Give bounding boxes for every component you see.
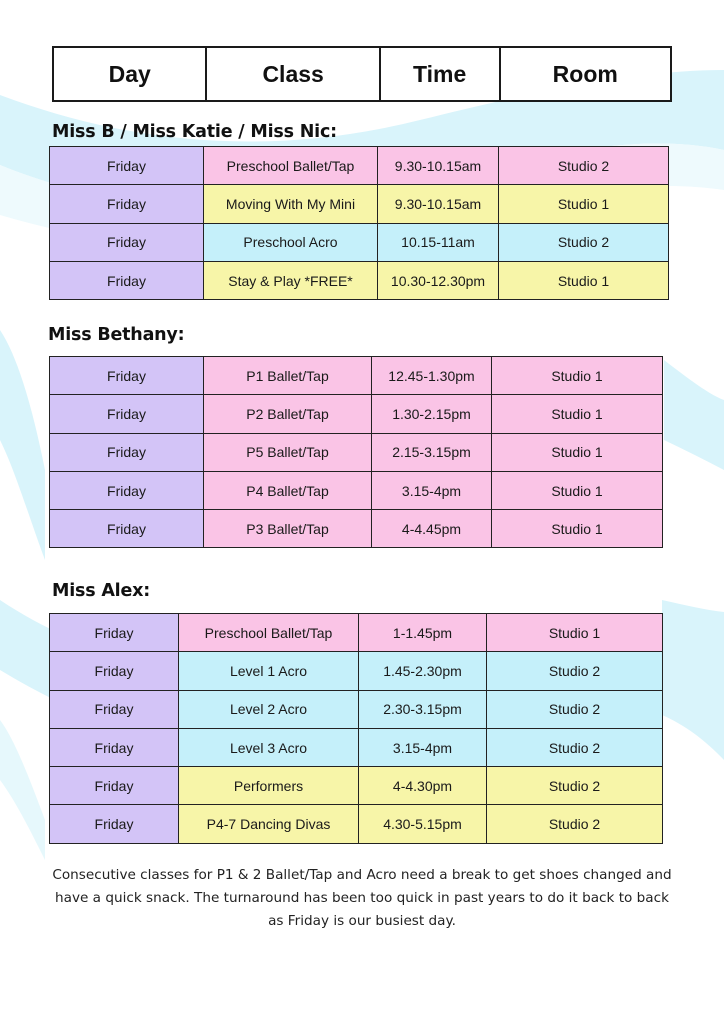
table-row	[50, 433, 663, 471]
cell-class: P5 Ballet/Tap	[204, 433, 372, 471]
schedule-table-miss-b-katie-nic	[49, 146, 669, 300]
cell-class: Level 1 Acro	[179, 652, 359, 690]
cell-time: 10.30-12.30pm	[378, 261, 499, 299]
cell-class: Preschool Ballet/Tap	[204, 147, 378, 185]
cell-time: 12.45-1.30pm	[372, 357, 492, 395]
cell-room: Studio 1	[499, 185, 669, 223]
header-room: Room	[500, 47, 672, 101]
cell-room: Studio 2	[499, 223, 669, 261]
cell-day: Friday	[50, 728, 179, 766]
cell-day: Friday	[50, 147, 204, 185]
cell-day: Friday	[50, 614, 179, 652]
cell-room: Studio 2	[499, 147, 669, 185]
cell-time: 2.15-3.15pm	[372, 433, 492, 471]
cell-class: P2 Ballet/Tap	[204, 395, 372, 433]
cell-room: Studio 1	[492, 395, 663, 433]
cell-time: 2.30-3.15pm	[359, 690, 487, 728]
cell-day: Friday	[50, 690, 179, 728]
cell-room: Studio 2	[487, 728, 663, 766]
table-row	[50, 223, 669, 261]
cell-room: Studio 2	[487, 652, 663, 690]
table-row	[50, 395, 663, 433]
cell-time: 1-1.45pm	[359, 614, 487, 652]
cell-time: 1.30-2.15pm	[372, 395, 492, 433]
cell-room: Studio 1	[492, 510, 663, 548]
cell-class: P4 Ballet/Tap	[204, 471, 372, 509]
cell-time: 1.45-2.30pm	[359, 652, 487, 690]
table-row	[50, 652, 663, 690]
footer-note: Consecutive classes for P1 & 2 Ballet/Tap and Acro need a break to get shoes changed and have a quick snack. The turnaround has been too quick in past years to do it back to back as Friday is our busiest day.	[52, 867, 672, 929]
schedule-table-miss-alex	[49, 613, 663, 844]
cell-room: Studio 1	[492, 433, 663, 471]
cell-time: 4.30-5.15pm	[359, 805, 487, 843]
header-class: Class	[206, 47, 379, 101]
cell-day: Friday	[50, 223, 204, 261]
cell-day: Friday	[50, 433, 204, 471]
cell-class: Preschool Ballet/Tap	[179, 614, 359, 652]
cell-class: P3 Ballet/Tap	[204, 510, 372, 548]
cell-class: Level 2 Acro	[179, 690, 359, 728]
table-row	[50, 471, 663, 509]
cell-day: Friday	[50, 805, 179, 843]
cell-day: Friday	[50, 471, 204, 509]
cell-room: Studio 1	[492, 357, 663, 395]
cell-room: Studio 2	[487, 690, 663, 728]
cell-room: Studio 1	[499, 261, 669, 299]
cell-class: Stay & Play *FREE*	[204, 261, 378, 299]
table-row	[50, 147, 669, 185]
cell-room: Studio 1	[492, 471, 663, 509]
table-row	[50, 728, 663, 766]
table-row	[50, 690, 663, 728]
cell-class: P4-7 Dancing Divas	[179, 805, 359, 843]
section-title-miss-bethany: Miss Bethany:	[48, 325, 185, 345]
table-row	[50, 805, 663, 843]
cell-room: Studio 1	[487, 614, 663, 652]
cell-day: Friday	[50, 357, 204, 395]
cell-room: Studio 2	[487, 767, 663, 805]
cell-time: 10.15-11am	[378, 223, 499, 261]
cell-time: 3.15-4pm	[359, 728, 487, 766]
table-row	[50, 510, 663, 548]
cell-time: 4-4.45pm	[372, 510, 492, 548]
header-day: Day	[53, 47, 206, 101]
schedule-table-miss-bethany	[49, 356, 663, 548]
cell-time: 9.30-10.15am	[378, 147, 499, 185]
cell-time: 9.30-10.15am	[378, 185, 499, 223]
section-title-miss-alex: Miss Alex:	[52, 581, 151, 601]
table-row	[50, 261, 669, 299]
cell-class: Performers	[179, 767, 359, 805]
header-table	[52, 46, 672, 102]
cell-class: P1 Ballet/Tap	[204, 357, 372, 395]
cell-time: 4-4.30pm	[359, 767, 487, 805]
cell-class: Level 3 Acro	[179, 728, 359, 766]
table-row	[50, 614, 663, 652]
header-time: Time	[380, 47, 500, 101]
cell-day: Friday	[50, 261, 204, 299]
cell-day: Friday	[50, 767, 179, 805]
cell-day: Friday	[50, 395, 204, 433]
section-title-miss-b-katie-nic: Miss B / Miss Katie / Miss Nic:	[52, 122, 337, 142]
table-row	[50, 357, 663, 395]
cell-room: Studio 2	[487, 805, 663, 843]
table-row	[50, 185, 669, 223]
cell-time: 3.15-4pm	[372, 471, 492, 509]
cell-day: Friday	[50, 185, 204, 223]
cell-class: Preschool Acro	[204, 223, 378, 261]
cell-class: Moving With My Mini	[204, 185, 378, 223]
table-row	[50, 767, 663, 805]
cell-day: Friday	[50, 510, 204, 548]
cell-day: Friday	[50, 652, 179, 690]
